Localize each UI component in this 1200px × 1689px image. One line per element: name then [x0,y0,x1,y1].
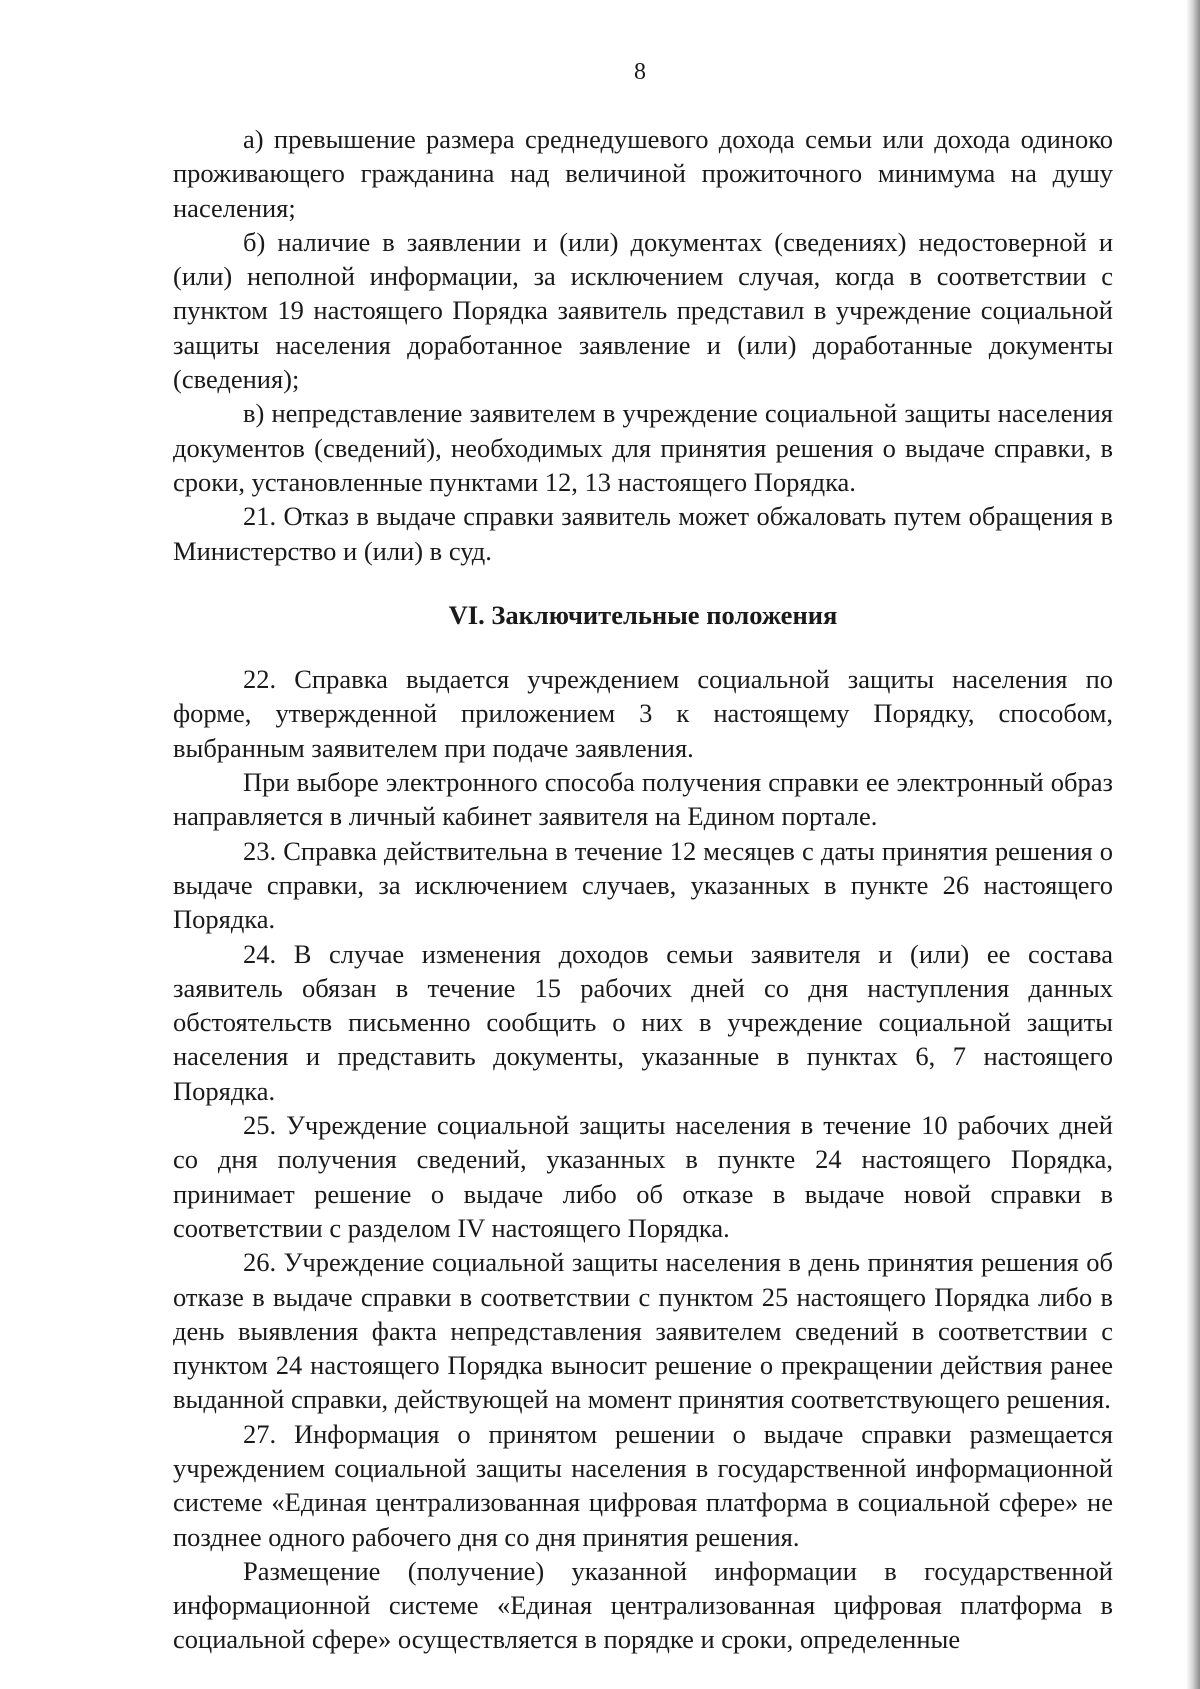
paragraph-24: 24. В случае изменения доходов семьи заявителя и (или) ее состава заявитель обязан в течение 15 рабочих дней со дня наступления данных обстоятельств письменно сообщить о них в учреждение социальной защиты населения и представить документы, указанные в пунктах 6, 7 настоящего Порядка. [173,938,1113,1106]
paragraph-27: 27. Информация о принятом решении о выдаче справки размещается учреждением социальной защиты населения в государственной информационной системе «Единая централизованная цифровая платформа в социальной сфере» не позднее одного рабочего дня со дня принятия решения. [173,1418,1113,1552]
section-heading: VI. Заключительные положения [448,599,838,630]
paragraph-22-electronic: При выборе электронного способа получения справки ее электронный образ направляется в личный кабинет заявителя на Едином портале. [173,767,1113,832]
scan-edge-shadow [1186,0,1200,1689]
page-number: 8 [634,59,646,85]
paragraph-23: 23. Справка действительна в течение 12 месяцев с даты принятия решения о выдаче справки, за исключением случаев, указанных в пункте 26 настоящего Порядка. [173,835,1113,935]
paragraph-26: 26. Учреждение социальной защиты населения в день принятия решения об отказе в выдаче справки в соответствии с пунктом 25 настоящего Порядка либо в день выявления факта непредставления заявителем сведений в соответствии с пунктом 24 настоящего Порядка выносит решение о прекращении действия ранее выданной справки, действующей на момент принятия соответствующего решения. [173,1247,1113,1415]
paragraph-20b: б) наличие в заявлении и (или) документах (сведениях) недостоверной и (или) неполной информации, за исключением случая, когда в соответствии с пунктом 19 настоящего Порядка заявитель представил в учреждение социальной защиты населения доработанное заявление и (или) доработанные документы (сведения); [173,226,1113,395]
paragraph-25: 25. Учреждение социальной защиты населения в течение 10 рабочих дней со дня получения сведений, указанных в пункте 24 настоящего Порядка, принимает решение о выдаче либо об отказе в выдаче новой справки в соответствии с разделом IV настоящего Порядка. [173,1110,1113,1243]
document-body [173,122,1113,1657]
paragraph-22: 22. Справка выдается учреждением социальной защиты населения по форме, утвержденной приложением 3 к настоящему Порядку, способом, выбранным заявителем при подаче заявления. [173,664,1113,763]
paragraph-20c: в) непредставление заявителем в учреждение социальной защиты населения документов (сведений), необходимых для принятия решения о выдаче справки, в сроки, установленные пунктами 12, 13 настоящего Порядка. [173,398,1113,497]
paragraph-21: 21. Отказ в выдаче справки заявитель может обжаловать путем обращения в Министерство и (или) в суд. [173,501,1113,566]
paragraph-27-placement: Размещение (получение) указанной информации в государственной информационной системе «Единая централизованная цифровая платформа в социальной сфере» осуществляется в порядке и сроки, определенные [173,1555,1113,1655]
paragraph-20a: а) превышение размера среднедушевого дохода семьи или дохода одиноко проживающего гражданина над величиной прожиточного минимума на душу населения; [173,124,1113,223]
